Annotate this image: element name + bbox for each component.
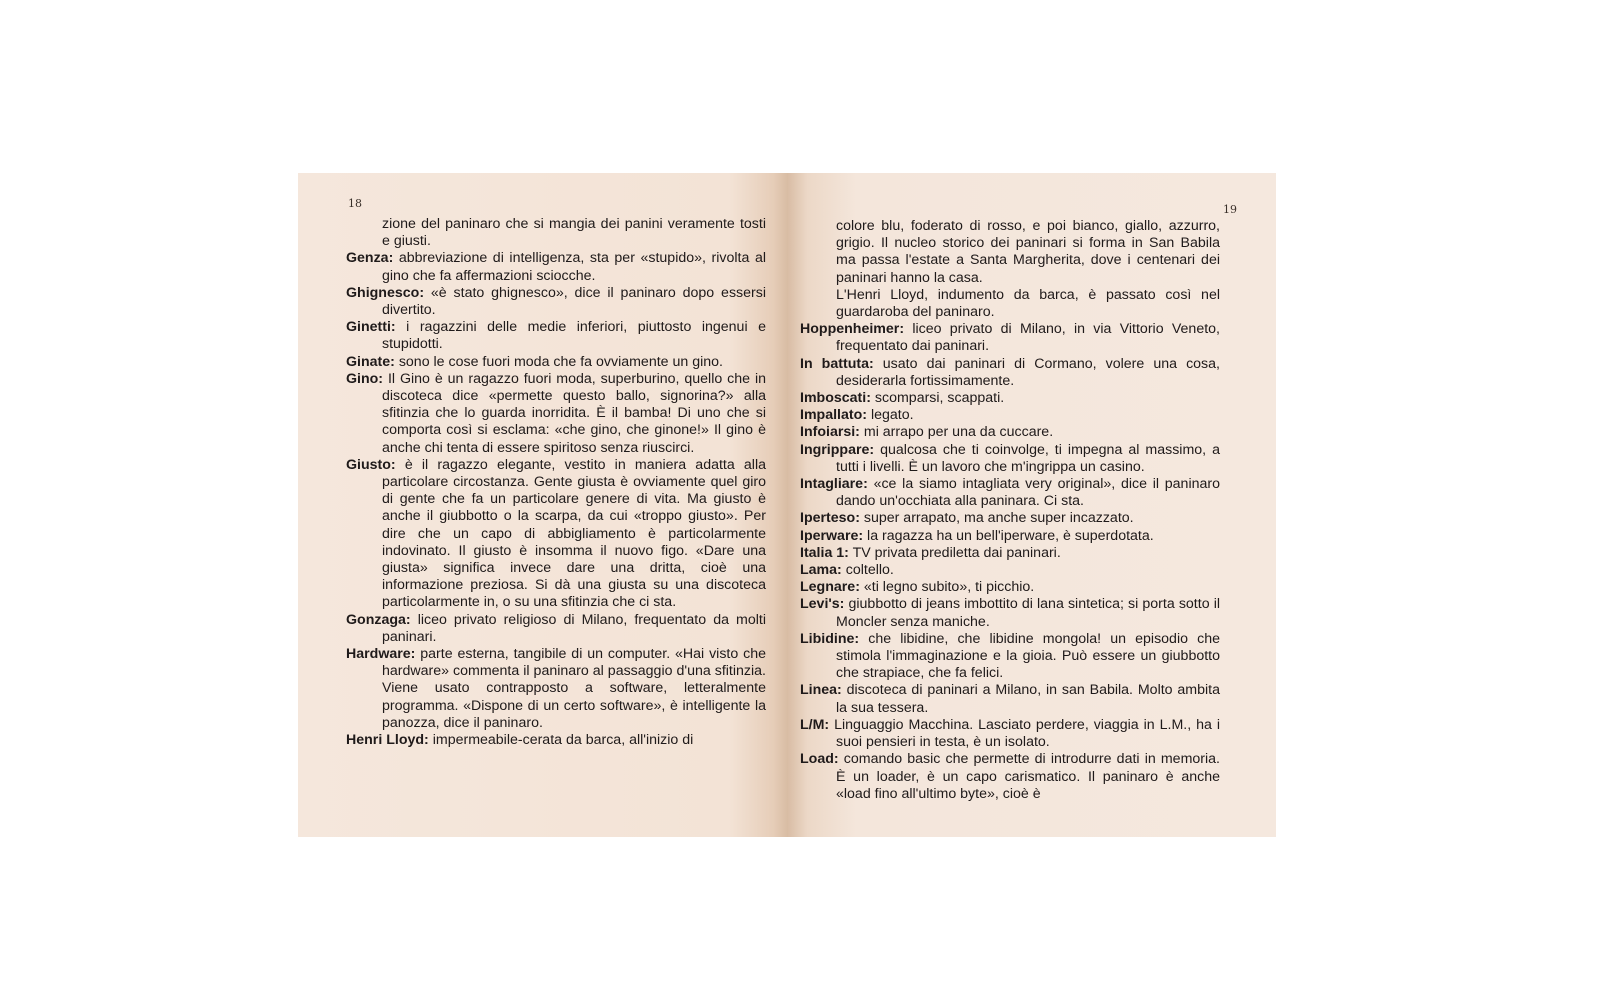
entry-definition: parte esterna, tangibile di un computer. «Hai visto che hardware» commenta il paninaro al passaggio d'una sfitinzia. Viene usato contrapposto a software, letteralmente programma. «Dispone di un certo software», è intelligente la panozza, dice il paninaro.	[382, 646, 766, 731]
entry-definition: zione del paninaro che si mangia dei panini veramente tosti e giusti.	[382, 216, 766, 250]
glossary-entry	[800, 579, 1220, 596]
page-number: 18	[348, 197, 362, 210]
entry-term: Ginate:	[346, 353, 395, 370]
entry-definition: giubbotto di jeans imbottito di lana sintetica; si porta sotto il Moncler senza maniche.	[836, 596, 1220, 630]
entry-term: In battuta:	[800, 355, 874, 372]
glossary-entry	[800, 510, 1220, 527]
glossary-entry	[800, 528, 1220, 545]
left-page	[298, 173, 788, 837]
entry-definition: «è stato ghignesco», dice il paninaro dopo essersi divertito.	[382, 284, 766, 319]
entry-term: Ginetti:	[346, 319, 396, 336]
glossary-entry	[800, 545, 1220, 562]
entry-term: Gino:	[346, 370, 384, 387]
entry-term: Impallato:	[800, 407, 868, 424]
glossary-entry	[346, 732, 766, 749]
entry-term: Italia 1:	[800, 544, 849, 561]
glossary-entry	[346, 319, 766, 353]
entry-definition: discoteca di paninari a Milano, in san Babila. Molto ambita la sua tessera.	[836, 682, 1220, 716]
entry-definition: L'Henri Lloyd, indumento da barca, è passato così nel guardaroba del paninaro.	[836, 286, 1220, 321]
entry-definition: è il ragazzo elegante, vestito in maniera adatta alla particolare circostanza. Gente giusta è ovviamente quel giro di gente che fa un particolare genere di vita. Ma giusto è anche il giubbotto o la scarpa, da cui «troppo giusto». Per dire che un capo di abbigliamento è particolarmente indovinato. Il giusto è insomma il nuovo figo. «Dare una giusta» significa invece dare una dritta, cioè una informazione preziosa. Si dà una giusta su una discoteca particolarmente in, o su una sfitinzia che ci sta.	[382, 456, 766, 611]
entry-term: L/M:	[800, 716, 830, 733]
entry-term: Gonzaga:	[346, 611, 411, 628]
glossary-entry	[800, 407, 1220, 424]
entry-term: Levi's:	[800, 596, 845, 613]
entry-term: Genza:	[346, 250, 394, 267]
glossary-entry	[346, 612, 766, 646]
entry-list	[800, 218, 1220, 803]
entry-term: Ghignesco:	[346, 284, 425, 301]
glossary-entry	[800, 717, 1220, 751]
page-number: 19	[1223, 203, 1237, 216]
glossary-entry	[346, 646, 766, 732]
entry-definition: Il Gino è un ragazzo fuori moda, superburino, quello che in discoteca dice «permette questo ballo, signorina?» alla sfitinzia che lo guarda inorridita. È il bamba! Di uno che si comporta così si esclama: «che gino, che ginone!» Il gino è anche chi tenta di essere spiritoso senza riuscirci.	[382, 370, 766, 456]
entry-definition: TV privata prediletta dai paninari.	[852, 544, 1061, 561]
entry-definition: qualcosa che ti coinvolge, ti impegna al massimo, a tutti i livelli. È un lavoro che m'ingrippa un casino.	[836, 441, 1220, 475]
entry-definition: comando basic che permette di introdurre dati in memoria. È un loader, è un capo carismatico. Il paninaro è anche «load fino all'ultimo byte», cioè è	[836, 751, 1220, 802]
entry-term: Hardware:	[346, 646, 416, 663]
entry-term: Intagliare:	[800, 476, 868, 493]
glossary-entry	[346, 250, 766, 284]
entry-definition: legato.	[870, 407, 914, 424]
entry-definition: impermeabile-cerata da barca, all'inizio di	[432, 732, 694, 749]
entry-definition: che libidine, che libidine mongola! un episodio che stimola l'immaginazione e la gioia. Può essere un giubbotto che strapiace, che fa felici.	[836, 630, 1220, 682]
entry-definition: «ce la siamo intagliata very original», dice il paninaro dando un'occhiata alla paninara. Ci sta.	[836, 476, 1220, 510]
entry-term: Legnare:	[800, 579, 860, 596]
entry-definition: sono le cose fuori moda che fa ovviamente un gino.	[398, 353, 723, 370]
entry-term: Giusto:	[346, 456, 396, 473]
entry-definition: liceo privato di Milano, in via Vittorio Veneto, frequentato dai paninari.	[836, 321, 1220, 355]
glossary-entry	[800, 631, 1220, 683]
glossary-entry	[800, 562, 1220, 579]
entry-definition: i ragazzini delle medie inferiori, piuttosto ingenui e stupidotti.	[382, 319, 766, 353]
entry-definition: liceo privato religioso di Milano, frequentato da molti paninari.	[382, 611, 766, 645]
entry-term: Henri Lloyd:	[346, 732, 429, 749]
glossary-entry	[800, 596, 1220, 630]
glossary-entry	[800, 321, 1220, 355]
glossary-entry	[346, 457, 766, 612]
glossary-entry	[346, 285, 766, 319]
glossary-entry	[800, 218, 1220, 287]
glossary-entry	[800, 476, 1220, 510]
entry-definition: usato dai paninari di Cormano, volere una cosa, desiderarla fortissimamente.	[836, 355, 1220, 389]
glossary-entry	[346, 216, 766, 250]
entry-term: Hoppenheimer:	[800, 321, 905, 338]
entry-definition: mi arrapo per una da cuccare.	[863, 424, 1054, 441]
open-book	[298, 173, 1276, 837]
glossary-entry	[800, 356, 1220, 390]
glossary-entry	[800, 287, 1220, 321]
entry-term: Load:	[800, 751, 839, 768]
entry-term: Lama:	[800, 562, 842, 579]
entry-term: Imboscati:	[800, 390, 871, 407]
entry-list	[346, 216, 766, 749]
glossary-entry	[800, 390, 1220, 407]
entry-definition: abbreviazione di intelligenza, sta per «stupido», rivolta al gino che fa affermazioni sciocche.	[382, 250, 766, 284]
glossary-entry	[800, 682, 1220, 716]
right-page	[788, 173, 1276, 837]
glossary-entry	[346, 371, 766, 457]
glossary-entry	[800, 751, 1220, 803]
entry-definition: coltello.	[845, 562, 894, 579]
entry-definition: «ti legno subito», ti picchio.	[863, 579, 1035, 596]
glossary-entry	[800, 424, 1220, 441]
entry-definition: Linguaggio Macchina. Lasciato perdere, viaggia in L.M., ha i suoi pensieri in testa, è un isolato.	[834, 716, 1220, 751]
glossary-entry	[800, 442, 1220, 476]
entry-definition: colore blu, foderato di rosso, e poi bianco, giallo, azzurro, grigio. Il nucleo storico dei paninari si forma in San Babila ma passa l'estate a Santa Margherita, dove i centenari dei paninari hanno la casa.	[836, 218, 1220, 286]
entry-term: Libidine:	[800, 630, 860, 647]
entry-definition: super arrapato, ma anche super incazzato.	[863, 510, 1134, 527]
entry-term: Iperware:	[800, 527, 864, 544]
entry-definition: scomparsi, scappati.	[874, 390, 1005, 407]
entry-term: Iperteso:	[800, 510, 860, 527]
entry-term: Infoiarsi:	[800, 424, 860, 441]
entry-term: Linea:	[800, 682, 842, 699]
glossary-entry	[346, 354, 766, 371]
entry-term: Ingrippare:	[800, 441, 875, 458]
entry-definition: la ragazza ha un bell'iperware, è superdotata.	[867, 527, 1154, 544]
